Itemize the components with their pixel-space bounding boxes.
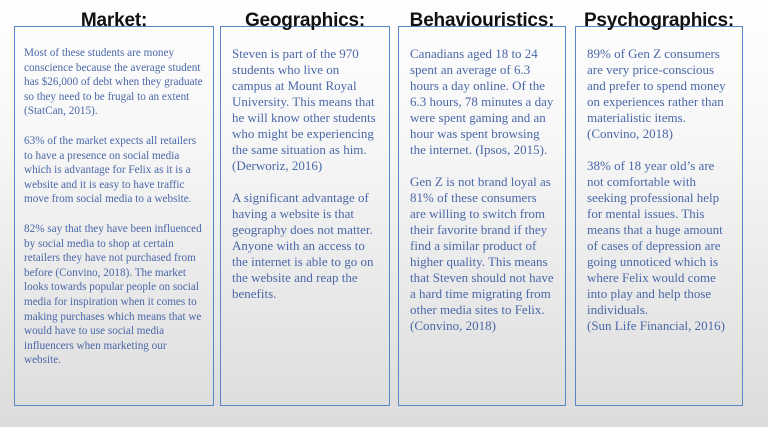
geographics-paragraph: A significant advantage of having a website is that geography does not matter. Anyone with an access to the internet is able to go on the website and reap the benefits. (232, 190, 374, 301)
behaviouristics-paragraph: Gen Z is not brand loyal as 81% of these consumers are willing to switch from their favorite brand if they find a similar product of higher quality. This means that Steven should not have a hard time migrating from other media sites to Felix. (Convino, 2018) (410, 174, 554, 333)
behaviouristics-column (398, 10, 566, 406)
psychographics-column (575, 10, 743, 406)
psychographics-text (575, 46, 743, 350)
geographics-paragraph: Steven is part of the 970 students who live on campus at Mount Royal University. This means that he will know other students who might be experiencing the same situation as him. (Derworiz, 2016) (232, 46, 376, 173)
market-paragraph: 82% say that they have been influenced by social media to shop at certain retailers they have not purchased from before (Convino, 2018). The market looks towards popular people on social media for inspiration when it comes to making purchases which means that we would have to use social media influencers when marketing our website. (24, 222, 202, 367)
market-paragraph: Most of these students are money conscience because the average student has $26,000 of debt when they graduate so they need to be frugal to an extent (StatCan, 2015). (24, 47, 203, 118)
geographics-heading: Geographics: (244, 10, 366, 31)
market-column (14, 10, 214, 406)
behaviouristics-text (398, 46, 566, 350)
behaviouristics-heading: Behaviouristics: (409, 10, 555, 31)
behaviouristics-paragraph: Canadians aged 18 to 24 spent an average of 6.3 hours a day online. Of the 6.3 hours, 78 minutes a day were spent gaming and an hour was spent browsing the internet. (Ipsos, 2015). (410, 46, 554, 157)
psychographics-paragraph: 89% of Gen Z consumers are very price-conscious and prefer to spend money on experiences rather than materialistic items. (Convino, 2018) (587, 46, 726, 141)
market-text (14, 46, 214, 383)
market-heading: Market: (80, 10, 148, 31)
market-paragraph: 63% of the market expects all retailers to have a presence on social media which is advantage for Felix as it is a website and it is easy to have traffic move from social media to a website. (24, 134, 197, 206)
geographics-text (220, 46, 390, 318)
psychographics-heading: Psychographics: (583, 10, 735, 31)
psychographics-paragraph: 38% of 18 year old’s are not comfortable with seeking professional help for mental issues. This means that a huge amount of cases of depression are going unnoticed which is where Felix would come into play and help those individuals. (Sun Life Financial, 2016) (587, 158, 725, 333)
geographics-column (220, 10, 390, 406)
